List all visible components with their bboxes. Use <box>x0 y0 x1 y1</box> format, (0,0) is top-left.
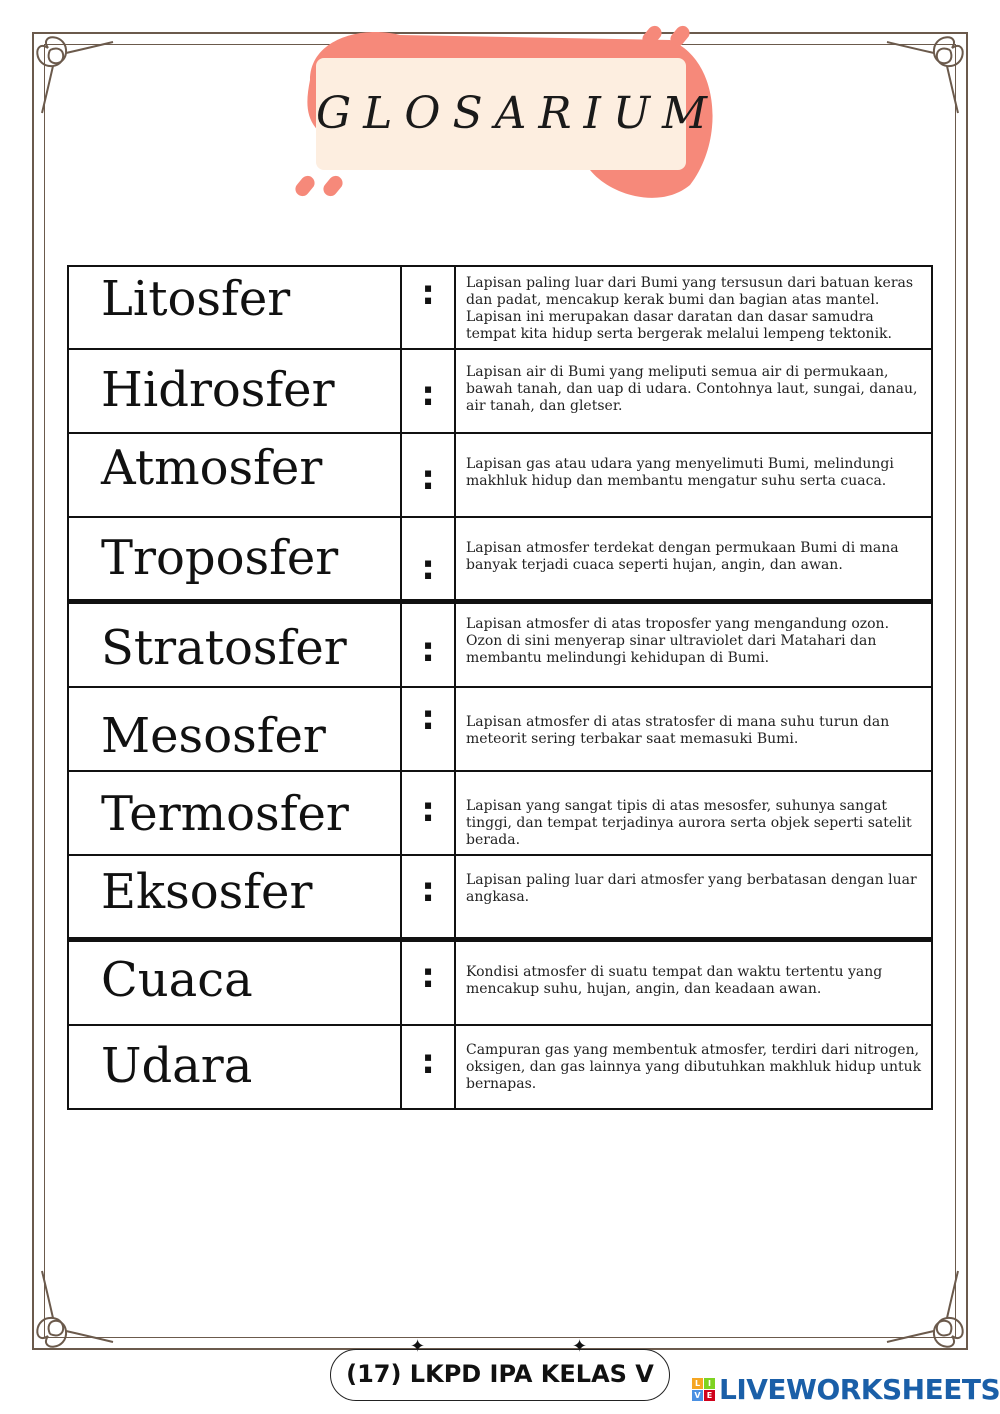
glossary-definition: Kondisi atmosfer di suatu tempat dan waktu tertentu yang mencakup suhu, hujan, angin, dan keadaan awan. <box>455 939 932 1025</box>
sparkle-icon: ✦ <box>572 1336 588 1357</box>
glossary-term: Cuaca <box>68 939 401 1025</box>
glossary-separator: : <box>401 433 455 517</box>
glossary-separator: : <box>401 687 455 771</box>
glossary-definition: Lapisan paling luar dari atmosfer yang berbatasan dengan luar angkasa. <box>455 855 932 939</box>
glossary-row <box>68 601 932 687</box>
glossary-term: Litosfer <box>68 266 401 349</box>
corner-flourish-icon <box>882 1266 972 1356</box>
glossary-separator: : <box>401 771 455 855</box>
glossary-definition: Lapisan gas atau udara yang menyelimuti Bumi, melindungi makhluk hidup dan membantu mengatur suhu serta cuaca. <box>455 433 932 517</box>
glossary-separator: : <box>401 349 455 433</box>
glossary-definition: Lapisan atmosfer di atas troposfer yang mengandung ozon. Ozon di sini menyerap sinar ultraviolet dari Matahari dan membantu melindungi kehidupan di Bumi. <box>455 601 932 687</box>
glossary-row <box>68 939 932 1025</box>
watermark-text: LIVEWORKSHEETS <box>719 1372 1000 1406</box>
corner-flourish-icon <box>28 1266 118 1356</box>
footer-label: (17) LKPD IPA KELAS V <box>330 1349 670 1401</box>
glossary-row <box>68 266 932 349</box>
glossary-separator: : <box>401 601 455 687</box>
liveworksheets-logo-icon: L I V E <box>692 1378 715 1401</box>
glossary-term: Udara <box>68 1025 401 1109</box>
corner-flourish-icon <box>28 28 118 118</box>
glossary-separator: : <box>401 1025 455 1109</box>
glossary-term: Mesosfer <box>68 687 401 771</box>
glossary-separator: : <box>401 855 455 939</box>
glossary-definition: Campuran gas yang membentuk atmosfer, terdiri dari nitrogen, oksigen, dan gas lainnya yang dibutuhkan makhluk hidup untuk bernapas. <box>455 1025 932 1109</box>
glossary-definition: Lapisan yang sangat tipis di atas mesosfer, suhunya sangat tinggi, dan tempat terjadinya aurora serta objek seperti satelit berada. <box>455 771 932 855</box>
sparkle-icon: ✦ <box>410 1336 426 1357</box>
glossary-term: Atmosfer <box>68 433 401 517</box>
glossary-term: Stratosfer <box>68 601 401 687</box>
glossary-row <box>68 517 932 601</box>
glossary-row <box>68 1025 932 1109</box>
glossary-row <box>68 433 932 517</box>
glossary-definition: Lapisan air di Bumi yang meliputi semua air di permukaan, bawah tanah, dan uap di udara. Contohnya laut, sungai, danau, air tanah, dan gletser. <box>455 349 932 433</box>
glossary-definition: Lapisan atmosfer di atas stratosfer di mana suhu turun dan meteorit sering terbakar saat memasuki Bumi. <box>455 687 932 771</box>
glossary-term: Termosfer <box>68 771 401 855</box>
glossary-row <box>68 855 932 939</box>
glossary-table <box>67 265 933 1110</box>
glossary-definition: Lapisan paling luar dari Bumi yang tersusun dari batuan keras dan padat, mencakup kerak bumi dan bagian atas mantel. Lapisan ini merupakan dasar daratan dan dasar samudra tempat kita hidup serta bergerak melalui lempeng tektonik. <box>455 266 932 349</box>
glossary-row <box>68 687 932 771</box>
glossary-row <box>68 771 932 855</box>
glossary-separator: : <box>401 939 455 1025</box>
corner-flourish-icon <box>882 28 972 118</box>
page-title: GLOSARIUM <box>316 88 720 139</box>
glossary-term: Eksosfer <box>68 855 401 939</box>
glossary-row <box>68 349 932 433</box>
glossary-separator: : <box>401 517 455 601</box>
glossary-separator: : <box>401 266 455 349</box>
glossary-definition: Lapisan atmosfer terdekat dengan permukaan Bumi di mana banyak terjadi cuaca seperti hujan, angin, dan awan. <box>455 517 932 601</box>
glossary-term: Hidrosfer <box>68 349 401 433</box>
liveworksheets-watermark <box>692 1372 1000 1406</box>
glossary-term: Troposfer <box>68 517 401 601</box>
